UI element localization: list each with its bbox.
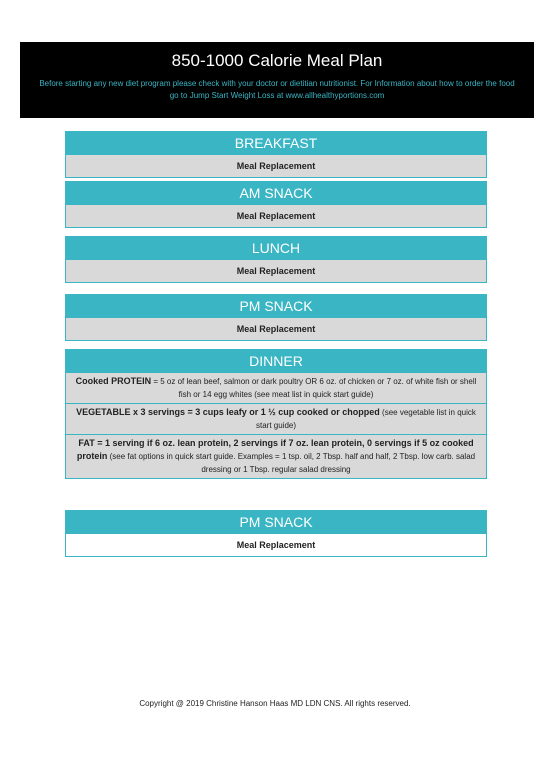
breakfast-title: BREAKFAST [66, 132, 486, 154]
pm-snack-2-section [65, 510, 487, 557]
am-snack-title: AM SNACK [66, 182, 486, 204]
lunch-item: Meal Replacement [66, 259, 486, 282]
dinner-protein-text: = 5 oz of lean beef, salmon or dark poultry OR 6 oz. of chicken or 7 oz. of white fish or shell fish or 14 egg whites (see meat list in quick start guide) [151, 377, 477, 399]
dinner-title: DINNER [66, 350, 486, 372]
dinner-protein-label: Cooked PROTEIN [75, 376, 152, 386]
pm-snack-title: PM SNACK [66, 295, 486, 317]
pm-snack-item: Meal Replacement [66, 317, 486, 340]
dinner-fat-text: (see fat options in quick start guide. Examples = 1 tsp. oil, 2 Tbsp. half and half, 2 Tbsp. low carb. salad dressing or 1 Tbsp. regular salad dressing [107, 452, 476, 474]
page-subtitle: Before starting any new diet program please check with your doctor or dietitian nutritionist. For Information about how to order the food go to Jump Start Weight Loss at www.allhealthyportions.com [39, 79, 515, 100]
dinner-fat [66, 434, 486, 478]
page-header [20, 42, 534, 118]
pm-snack-section [65, 294, 487, 341]
dinner-vegetable-text: (see vegetable list in quick start guide) [255, 408, 476, 430]
lunch-title: LUNCH [66, 237, 486, 259]
am-snack-section [65, 181, 487, 228]
copyright-footer: Copyright @ 2019 Christine Hanson Haas MD LDN CNS. All rights reserved. [139, 699, 411, 708]
pm-snack-2-item: Meal Replacement [66, 533, 486, 556]
dinner-protein [66, 372, 486, 403]
dinner-fat-label: FAT = 1 serving if 6 oz. lean protein, 2 servings if 7 oz. lean protein, 0 servings if 5 oz cooked protein [76, 438, 474, 461]
dinner-section [65, 349, 487, 479]
dinner-vegetable-label: VEGETABLE x 3 servings = 3 cups leafy or 1 ½ cup cooked or chopped [76, 407, 380, 417]
am-snack-item: Meal Replacement [66, 204, 486, 227]
lunch-section [65, 236, 487, 283]
breakfast-section [65, 131, 487, 178]
pm-snack-2-title: PM SNACK [66, 511, 486, 533]
page-title: 850-1000 Calorie Meal Plan [171, 51, 383, 70]
dinner-vegetable [66, 403, 486, 434]
breakfast-item: Meal Replacement [66, 154, 486, 177]
